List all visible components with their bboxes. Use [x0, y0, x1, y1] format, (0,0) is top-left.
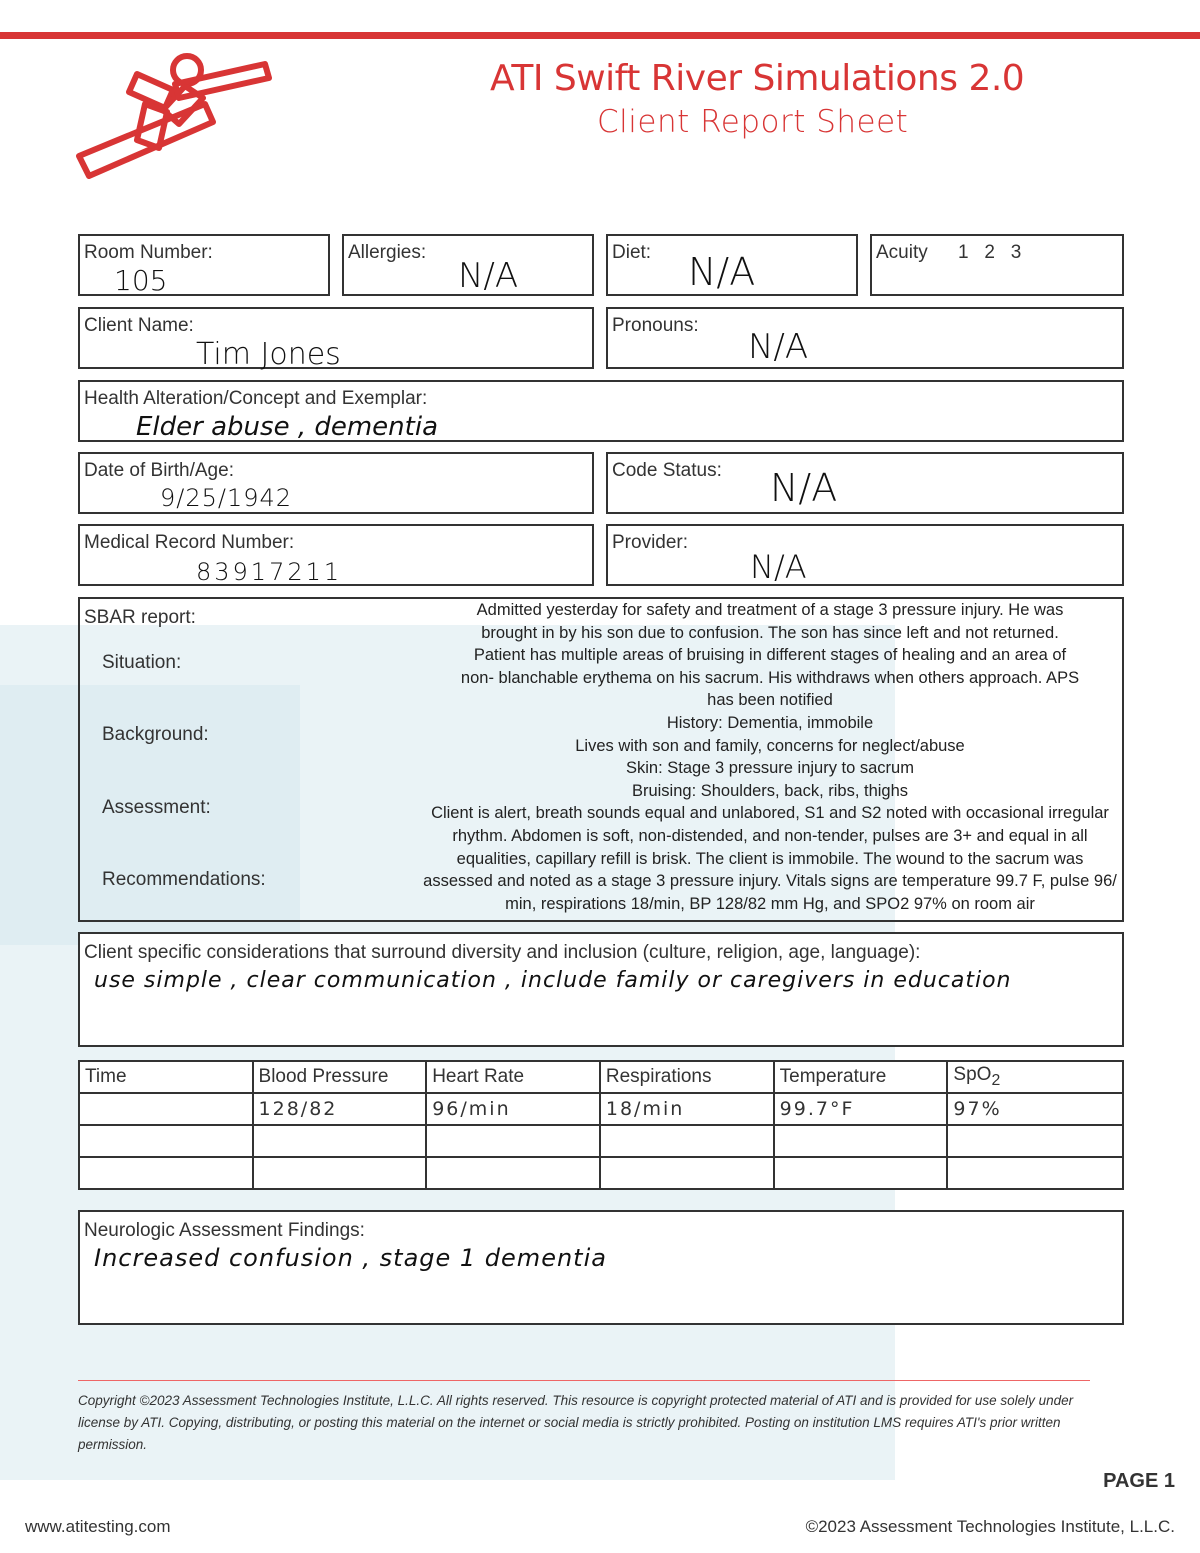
sbar-line: Lives with son and family, concerns for neglect/abuse — [575, 736, 965, 755]
diversity-label: Client specific considerations that surround diversity and inclusion (culture, religion, age, language): — [84, 942, 921, 963]
sbar-line: brought in by his son due to confusion. The son has since left and not returned. — [481, 623, 1059, 642]
acuity-field[interactable] — [870, 234, 1124, 296]
vitals-row — [79, 1157, 1123, 1189]
dob-value: 9/25/1942 — [160, 484, 293, 512]
vitals-header-resp: Respirations — [600, 1061, 774, 1093]
sbar-line: Skin: Stage 3 pressure injury to sacrum — [626, 759, 914, 778]
provider-field[interactable] — [606, 524, 1124, 586]
mrn-label: Medical Record Number: — [84, 532, 295, 553]
sbar-line: non- blanchable erythema on his sacrum. His withdraws when others approach. APS — [460, 668, 1080, 687]
allergies-label: Allergies: — [348, 242, 427, 263]
diversity-value: use simple , clear communication , include family or caregivers in education — [94, 968, 1012, 993]
code-status-label: Code Status: — [612, 460, 722, 481]
sbar-title: SBAR report: — [84, 607, 196, 628]
top-accent-bar — [0, 32, 1200, 39]
vitals-row — [79, 1125, 1123, 1157]
pronouns-label: Pronouns: — [612, 315, 699, 336]
sbar-background-label: Background: — [102, 724, 209, 745]
vitals-cell-time[interactable] — [79, 1157, 253, 1189]
allergies-field[interactable] — [342, 234, 594, 296]
diet-label: Diet: — [612, 242, 652, 263]
health-alteration-label: Health Alteration/Concept and Exemplar: — [84, 388, 428, 409]
vitals-header-hr: Heart Rate — [426, 1061, 600, 1093]
spo2-label: SpO — [953, 1064, 992, 1086]
mrn-value: 83917211 — [196, 558, 343, 586]
sbar-line: Admitted yesterday for safety and treatment of a stage 3 pressure injury. He was — [476, 601, 1064, 619]
vitals-cell-temp[interactable]: 99.7°F — [774, 1093, 948, 1125]
vitals-cell-resp[interactable]: 18/min — [600, 1093, 774, 1125]
sbar-line: Client is alert, breath sounds equal and unlabored, S1 and S2 noted with occasional irregular — [431, 804, 1109, 823]
room-number-label: Room Number: — [84, 242, 213, 263]
vitals-cell-bp[interactable] — [253, 1125, 427, 1157]
vitals-cell-time[interactable] — [79, 1125, 253, 1157]
client-name-field[interactable] — [78, 307, 594, 372]
sbar-line: has been notified — [707, 691, 833, 710]
vitals-header-bp: Blood Pressure — [253, 1061, 427, 1093]
vitals-cell-bp[interactable]: 128/82 — [253, 1093, 427, 1125]
sbar-situation-label: Situation: — [102, 652, 182, 673]
vitals-cell-spo2[interactable] — [947, 1125, 1123, 1157]
sbar-assessment-label: Assessment: — [102, 797, 211, 818]
vitals-header-row — [79, 1061, 1123, 1093]
sbar-recommendations-label: Recommendations: — [102, 869, 266, 890]
acuity-options[interactable]: 1 2 3 — [958, 242, 1022, 263]
mrn-field[interactable] — [78, 524, 594, 586]
vitals-cell-hr[interactable] — [426, 1125, 600, 1157]
sbar-report-text — [350, 599, 1190, 915]
pronouns-value: N/A — [748, 327, 809, 367]
page-title: ATI Swift River Simulations 2.0 — [490, 58, 1025, 99]
sbar-line: History: Dementia, immobile — [666, 713, 874, 732]
sbar-line: rhythm. Abdomen is soft, non-distended, and non-tender, pulses are 3+ and equal in all — [452, 826, 1088, 845]
neuro-findings-field[interactable] — [78, 1210, 1124, 1325]
vitals-cell-bp[interactable] — [253, 1157, 427, 1189]
room-number-value: 105 — [114, 264, 168, 297]
sbar-line: assessed and noted as a stage 3 pressure injury. Vitals signs are temperature 99.7 F, pulse 96/ — [423, 872, 1117, 891]
health-alteration-value: Elder abuse , dementia — [136, 412, 439, 442]
copyright-notice: Copyright ©2023 Assessment Technologies Institute, L.L.C. All rights reserved. This resource is copyright protected material of ATI and is provided for use solely under license by ATI. Copying, distributing, or posting this material on the internet or social media is strictly prohibited. Posting on institution LMS requires ATI's prior written permission. — [78, 1393, 1074, 1452]
acuity-label: Acuity — [876, 242, 928, 263]
diet-value: N/A — [688, 250, 756, 294]
diversity-considerations-field[interactable] — [78, 932, 1124, 1047]
pronouns-field[interactable] — [606, 307, 1124, 369]
website-link[interactable]: www.atitesting.com — [25, 1517, 171, 1536]
sbar-line: Bruising: Shoulders, back, ribs, thighs — [631, 781, 909, 800]
client-name-value: Tim Jones — [196, 337, 341, 372]
sbar-line: equalities, capillary refill is brisk. The client is immobile. The wound to the sacrum was — [456, 849, 1084, 868]
provider-value: N/A — [750, 548, 807, 586]
page-subtitle: Client Report Sheet — [597, 104, 909, 140]
spo2-subscript: 2 — [991, 1071, 1001, 1089]
page-number: PAGE 1 — [1103, 1470, 1175, 1492]
code-status-value: N/A — [770, 466, 838, 510]
footer-divider — [78, 1380, 1090, 1381]
vitals-cell-temp[interactable] — [774, 1157, 948, 1189]
company-copyright: ©2023 Assessment Technologies Institute, L.L.C. — [805, 1517, 1175, 1536]
provider-label: Provider: — [612, 532, 689, 553]
dob-field[interactable] — [78, 452, 594, 514]
allergies-value: N/A — [458, 256, 519, 296]
sbar-report-field[interactable] — [78, 597, 1124, 922]
dob-label: Date of Birth/Age: — [84, 460, 234, 481]
vitals-cell-time[interactable] — [79, 1093, 253, 1125]
neuro-label: Neurologic Assessment Findings: — [84, 1220, 365, 1241]
vitals-cell-temp[interactable] — [774, 1125, 948, 1157]
vitals-header-spo2 — [947, 1061, 1123, 1093]
sbar-line: Patient has multiple areas of bruising in different stages of healing and an area of — [473, 646, 1067, 665]
ati-logo-icon — [75, 52, 275, 187]
vitals-table — [78, 1060, 1124, 1190]
vitals-row — [79, 1093, 1123, 1125]
neuro-value: Increased confusion , stage 1 dementia — [94, 1244, 607, 1272]
code-status-field[interactable] — [606, 452, 1124, 514]
vitals-cell-hr[interactable]: 96/min — [426, 1093, 600, 1125]
room-number-field[interactable] — [78, 234, 330, 296]
diet-field[interactable] — [606, 234, 858, 296]
vitals-cell-resp[interactable] — [600, 1157, 774, 1189]
vitals-header-temp: Temperature — [774, 1061, 948, 1093]
sbar-line: min, respirations 18/min, BP 128/82 mm Hg, and SPO2 97% on room air — [505, 894, 1035, 913]
client-name-label: Client Name: — [84, 315, 194, 336]
vitals-cell-hr[interactable] — [426, 1157, 600, 1189]
vitals-cell-spo2[interactable]: 97% — [947, 1093, 1123, 1125]
health-alteration-field[interactable] — [78, 380, 1124, 442]
vitals-cell-spo2[interactable] — [947, 1157, 1123, 1189]
vitals-header-time: Time — [79, 1061, 253, 1093]
vitals-cell-resp[interactable] — [600, 1125, 774, 1157]
